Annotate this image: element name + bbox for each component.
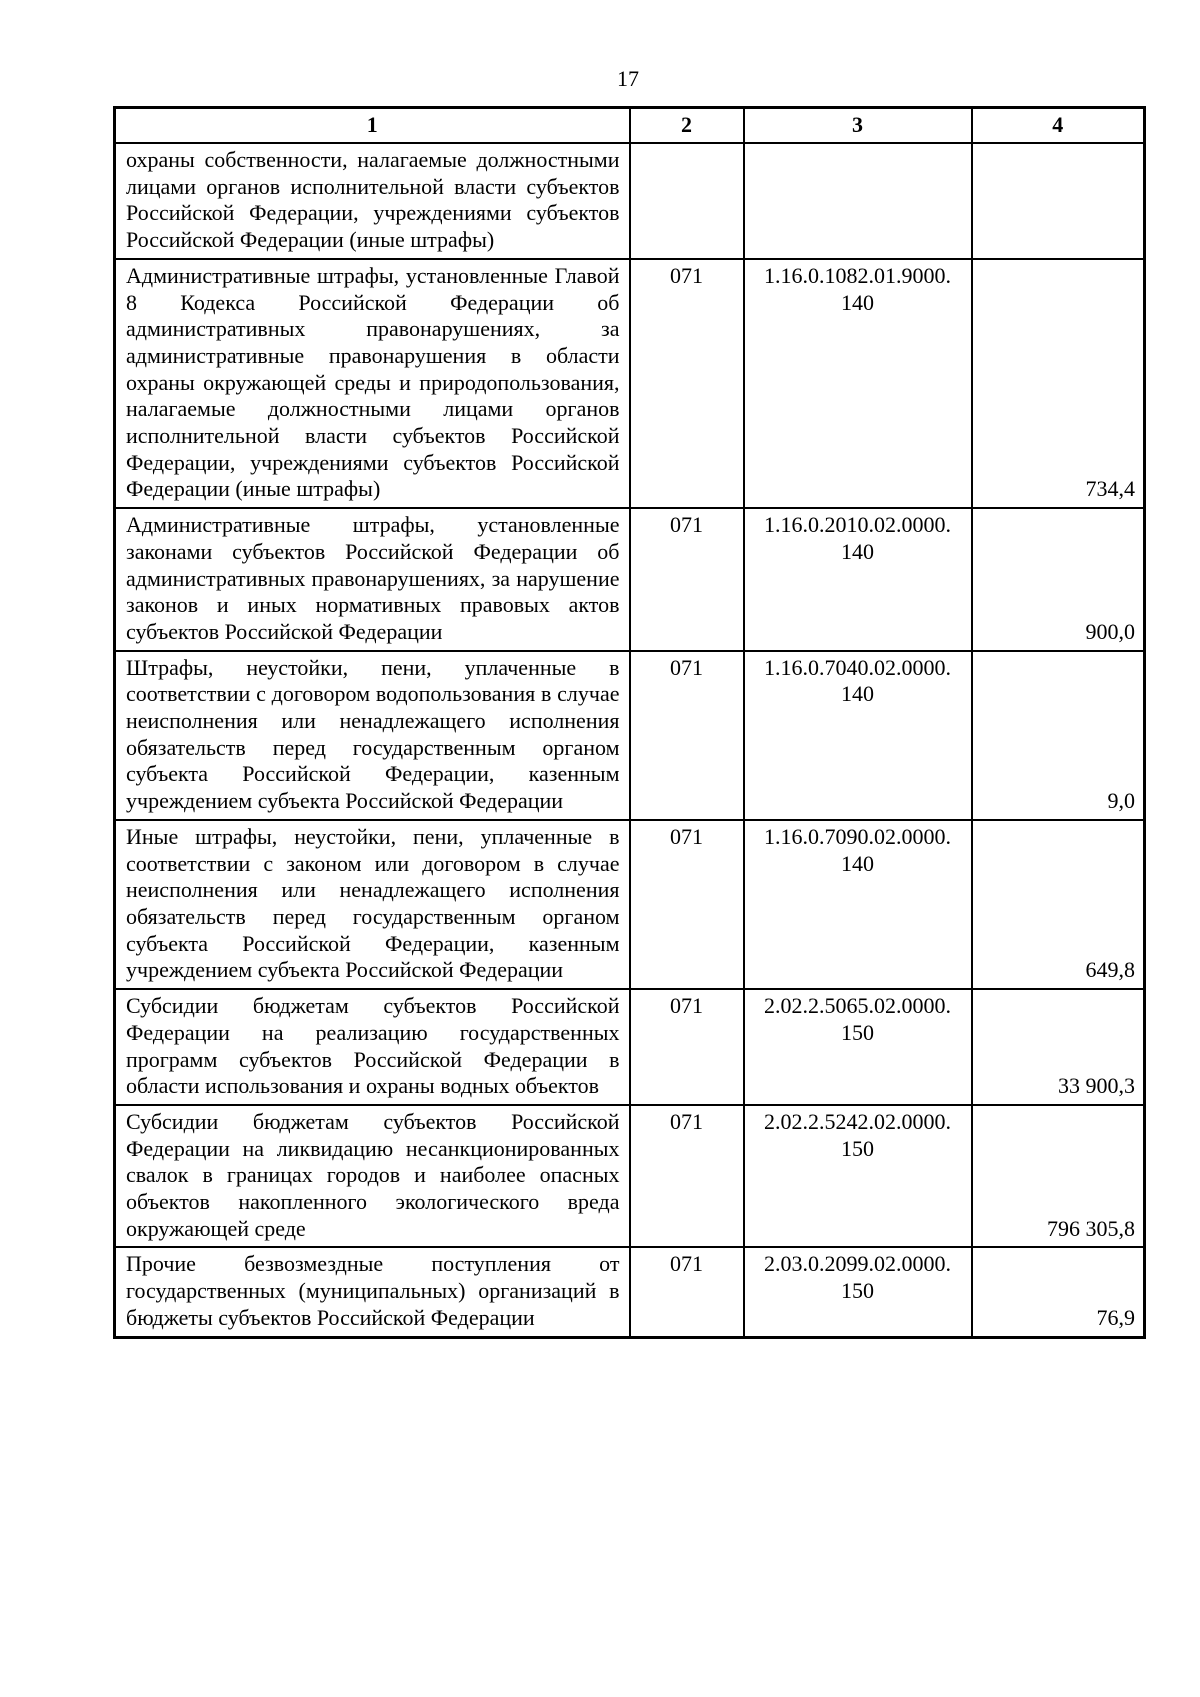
- budget-code-line-2: 150: [841, 1135, 874, 1161]
- amount-cell: 33 900,3: [972, 989, 1145, 1105]
- amount-cell: 76,9: [972, 1247, 1145, 1337]
- table-row: [115, 1247, 1145, 1337]
- admin-code-cell: 071: [630, 651, 744, 820]
- description-cell: Субсидии бюджетам субъектов Российской Федерации на реализацию государственных программ субъектов Российской Федерации в области использования и охраны водных объектов: [115, 989, 630, 1105]
- budget-code-line-1: 1.16.0.7090.02.0000.: [764, 823, 951, 849]
- table-header-row: [115, 108, 1145, 144]
- column-header-3: 3: [744, 108, 972, 144]
- column-header-1: 1: [115, 108, 630, 144]
- budget-revenue-table: [113, 106, 1146, 1339]
- description-cell: охраны собственности, налагаемые должностными лицами органов исполнительной власти субъектов Российской Федерации, учреждениями субъектов Российской Федерации (иные штрафы): [115, 143, 630, 259]
- budget-code-line-1: 2.02.2.5242.02.0000.: [764, 1108, 951, 1134]
- table-row: [115, 651, 1145, 820]
- description-cell: Административные штрафы, установленные законами субъектов Российской Федерации об административных правонарушениях, за нарушение законов и иных нормативных правовых актов субъектов Российской Федерации: [115, 508, 630, 651]
- amount-cell: [972, 143, 1145, 259]
- description-cell: Субсидии бюджетам субъектов Российской Федерации на ликвидацию несанкционированных свалок в границах городов и наиболее опасных объектов накопленного экологического вреда окружающей среде: [115, 1105, 630, 1248]
- table-row: [115, 989, 1145, 1105]
- page-number: 17: [617, 66, 639, 91]
- budget-code-line-2: 150: [841, 1019, 874, 1045]
- budget-code-line-2: 140: [841, 850, 874, 876]
- budget-code-cell: [744, 820, 972, 989]
- budget-code-line-1: 2.03.0.2099.02.0000.: [764, 1251, 951, 1277]
- page-content: [113, 0, 1143, 1339]
- budget-code-line-1: 1.16.0.7040.02.0000.: [764, 654, 951, 680]
- table-row: [115, 508, 1145, 651]
- budget-code-cell: [744, 989, 972, 1105]
- description-cell: Иные штрафы, неустойки, пени, уплаченные в соответствии с законом или договором в случае неисполнения или ненадлежащего исполнения обязательств перед государственным органом субъекта Российской Федерации, казенным учреждением субъекта Российской Федерации: [115, 820, 630, 989]
- table-row: [115, 820, 1145, 989]
- budget-code-cell: [744, 508, 972, 651]
- table-row: [115, 259, 1145, 508]
- budget-code-cell: [744, 1247, 972, 1337]
- budget-code-line-2: 150: [841, 1278, 874, 1304]
- budget-code-cell: [744, 259, 972, 508]
- column-header-4: 4: [972, 108, 1145, 144]
- table-row: [115, 143, 1145, 259]
- description-cell: Административные штрафы, установленные Главой 8 Кодекса Российской Федерации об административных правонарушениях, за административные правонарушения в области охраны окружающей среды и природопользования, налагаемые должностными лицами органов исполнительной власти субъектов Российской Федерации, учреждениями субъектов Российской Федерации (иные штрафы): [115, 259, 630, 508]
- budget-code-line-1: 2.02.2.5065.02.0000.: [764, 993, 951, 1019]
- amount-cell: 734,4: [972, 259, 1145, 508]
- budget-code-line-1: 1.16.0.1082.01.9000.: [764, 262, 951, 288]
- budget-code-cell: [744, 1105, 972, 1248]
- amount-cell: 9,0: [972, 651, 1145, 820]
- admin-code-cell: 071: [630, 989, 744, 1105]
- admin-code-cell: 071: [630, 1247, 744, 1337]
- admin-code-cell: 071: [630, 508, 744, 651]
- admin-code-cell: [630, 143, 744, 259]
- header-row: [115, 108, 1145, 144]
- amount-cell: 649,8: [972, 820, 1145, 989]
- budget-code-line-1: 1.16.0.2010.02.0000.: [764, 512, 951, 538]
- admin-code-cell: 071: [630, 259, 744, 508]
- budget-code-cell: [744, 651, 972, 820]
- amount-cell: 900,0: [972, 508, 1145, 651]
- description-cell: Штрафы, неустойки, пени, уплаченные в соответствии с договором водопользования в случае неисполнения или ненадлежащего исполнения обязательств перед государственным органом субъекта Российской Федерации, казенным учреждением субъекта Российской Федерации: [115, 651, 630, 820]
- budget-code-line-2: 140: [841, 289, 874, 315]
- admin-code-cell: 071: [630, 1105, 744, 1248]
- admin-code-cell: 071: [630, 820, 744, 989]
- budget-code-line-2: 140: [841, 681, 874, 707]
- column-header-2: 2: [630, 108, 744, 144]
- table-row: [115, 1105, 1145, 1248]
- description-cell: Прочие безвозмездные поступления от государственных (муниципальных) организаций в бюджеты субъектов Российской Федерации: [115, 1247, 630, 1337]
- amount-cell: 796 305,8: [972, 1105, 1145, 1248]
- budget-code-line-2: 140: [841, 538, 874, 564]
- budget-code-cell: [744, 143, 972, 259]
